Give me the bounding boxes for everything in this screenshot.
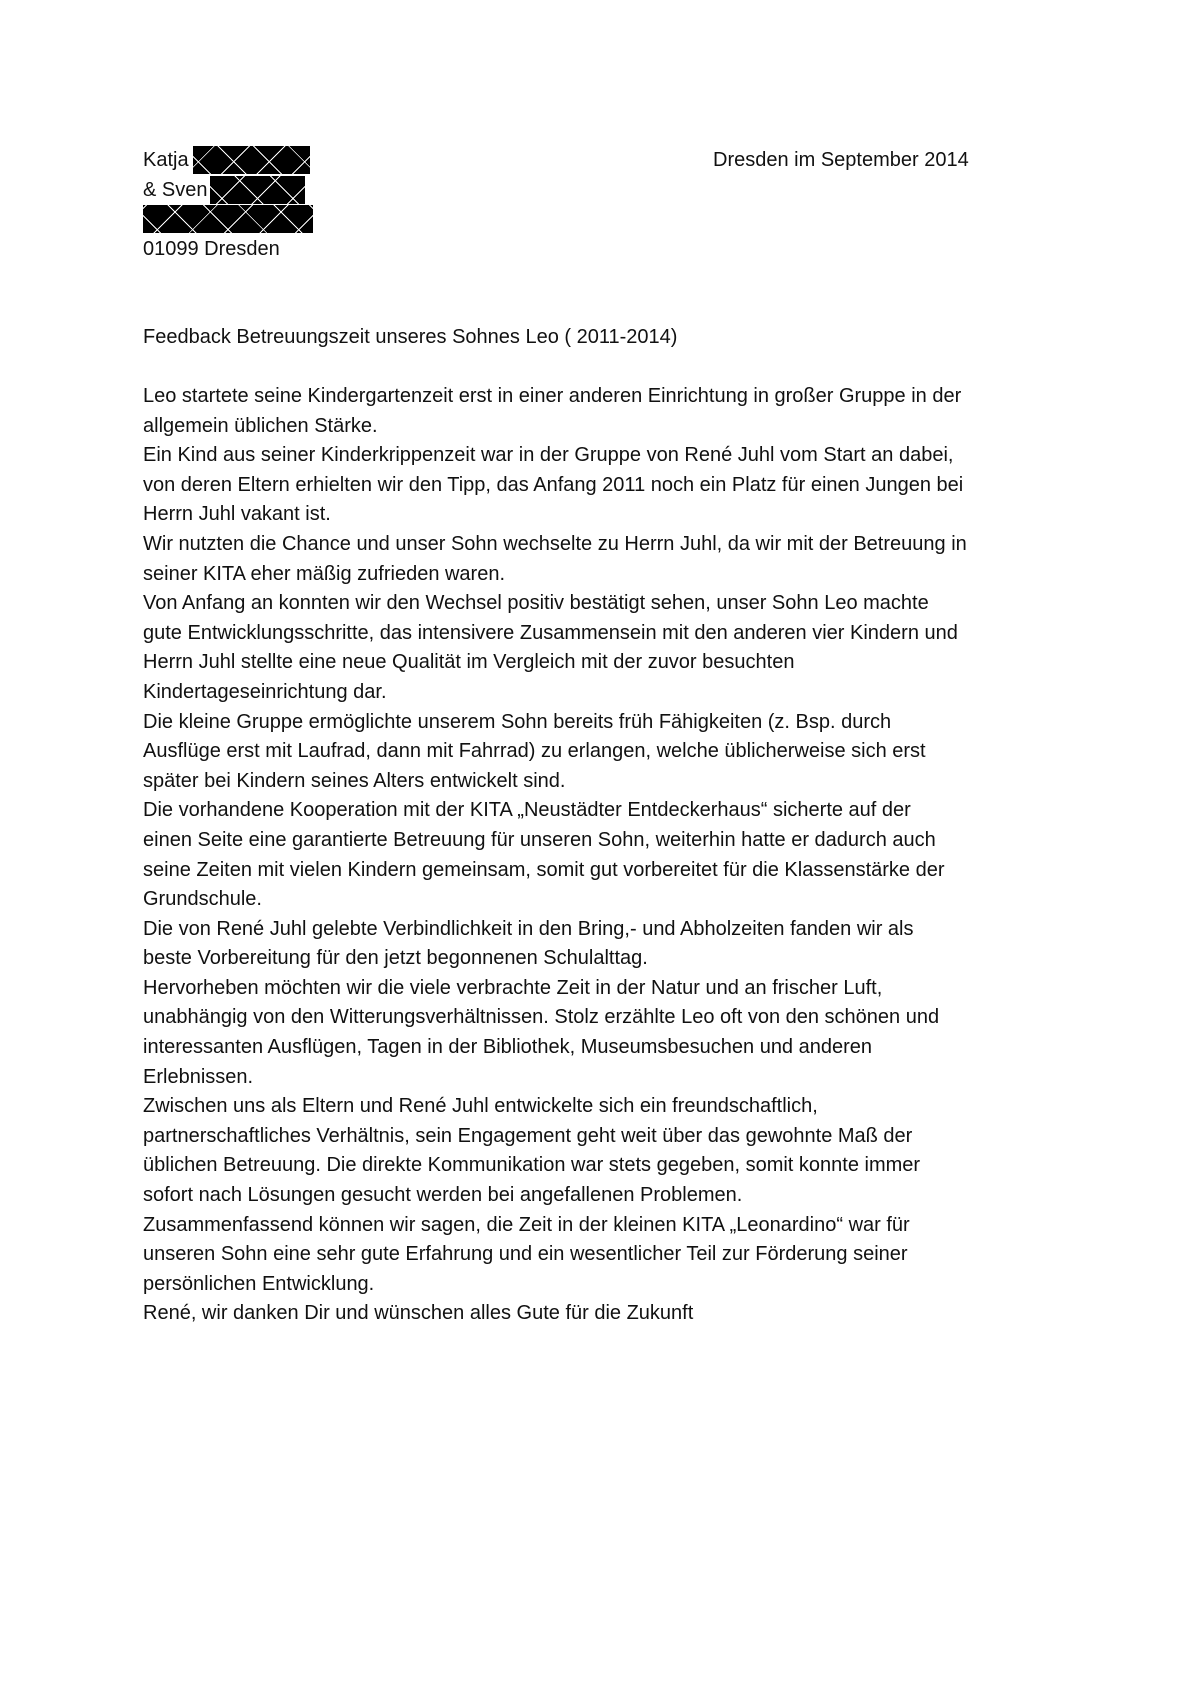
- sender-line-1: [143, 146, 310, 174]
- sender-first-name: Katja: [143, 149, 189, 171]
- sender-second-name: & Sven: [143, 179, 208, 201]
- sender-city: 01099 Dresden: [143, 238, 280, 260]
- sender-line-3: [143, 205, 313, 233]
- body-paragraph: Zusammenfassend können wir sagen, die Zeit in der kleinen KITA „Leonardino“ war für unseren Sohn eine sehr gute Erfahrung und ein wesentlicher Teil zur Förderung seiner persönlichen Entwicklung.: [143, 1213, 910, 1295]
- letter-body: [143, 382, 1073, 1329]
- body-paragraph: Zwischen uns als Eltern und René Juhl entwickelte sich ein freundschaftlich, partnerschaftliches Verhältnis, sein Engagement geht weit über das gewohnte Maß der üblichen Betreuung. Die direkte Kommunikation war stets gegeben, somit konnte immer sofort nach Lösungen gesucht werden bei angefallenen Problemen.: [143, 1095, 921, 1207]
- redacted-street-address: [143, 205, 313, 233]
- letter-subject: Feedback Betreuungszeit unseres Sohnes Leo ( 2011-2014): [143, 326, 678, 348]
- sender-line-2: [143, 176, 305, 204]
- body-paragraph: Die kleine Gruppe ermöglichte unserem Sohn bereits früh Fähigkeiten (z. Bsp. durch Ausflüge erst mit Laufrad, dann mit Fahrrad) zu erlangen, welche üblicherweise sich erst später bei Kindern seines Alters entwickelt sind.: [143, 710, 926, 792]
- body-paragraph: Von Anfang an konnten wir den Wechsel positiv bestätigt sehen, unser Sohn Leo machte gute Entwicklungsschritte, das intensivere Zusammensein mit den anderen vier Kindern und Herrn Juhl stellte eine neue Qualität im Vergleich mit der zuvor besuchten Kindertageseinrichtung dar.: [143, 592, 958, 703]
- redacted-surname-1: [193, 146, 310, 174]
- body-paragraph: Die vorhandene Kooperation mit der KITA „Neustädter Entdeckerhaus“ sicherte auf der einen Seite eine garantierte Betreuung für unseren Sohn, weiterhin hatte er dadurch auch seine Zeiten mit vielen Kindern gemeinsam, somit gut vorbereitet für die Klassenstärke der Grundschule.: [143, 799, 945, 911]
- body-paragraph: René, wir danken Dir und wünschen alles Gute für die Zukunft: [143, 1302, 694, 1325]
- body-paragraph: Ein Kind aus seiner Kinderkrippenzeit war in der Gruppe von René Juhl vom Start an dabei, von deren Eltern erhielten wir den Tipp, das Anfang 2011 noch ein Platz für einen Jungen bei Herrn Juhl vakant ist.: [143, 444, 964, 526]
- body-paragraph: Wir nutzten die Chance und unser Sohn wechselte zu Herrn Juhl, da wir mit der Betreuung in seiner KITA eher mäßig zufrieden waren.: [143, 532, 967, 585]
- body-paragraph: Leo startete seine Kindergartenzeit erst in einer anderen Einrichtung in großer Gruppe in der allgemein üblichen Stärke.: [143, 385, 962, 437]
- letter-date: Dresden im September 2014: [713, 149, 969, 171]
- redacted-surname-2: [210, 176, 305, 204]
- body-paragraph: Die von René Juhl gelebte Verbindlichkeit in den Bring,- und Abholzeiten fanden wir als beste Vorbereitung für den jetzt begonnenen Schulalttag.: [143, 917, 914, 970]
- sender-city-line: [143, 235, 280, 263]
- body-paragraph: Hervorheben möchten wir die viele verbrachte Zeit in der Natur und an frischer Luft, unabhängig von den Witterungsverhältnissen. Stolz erzählte Leo oft von den schönen und interessanten Ausflügen, Tagen in der Bibliothek, Museumsbesuchen und anderen Erlebnissen.: [143, 976, 940, 1088]
